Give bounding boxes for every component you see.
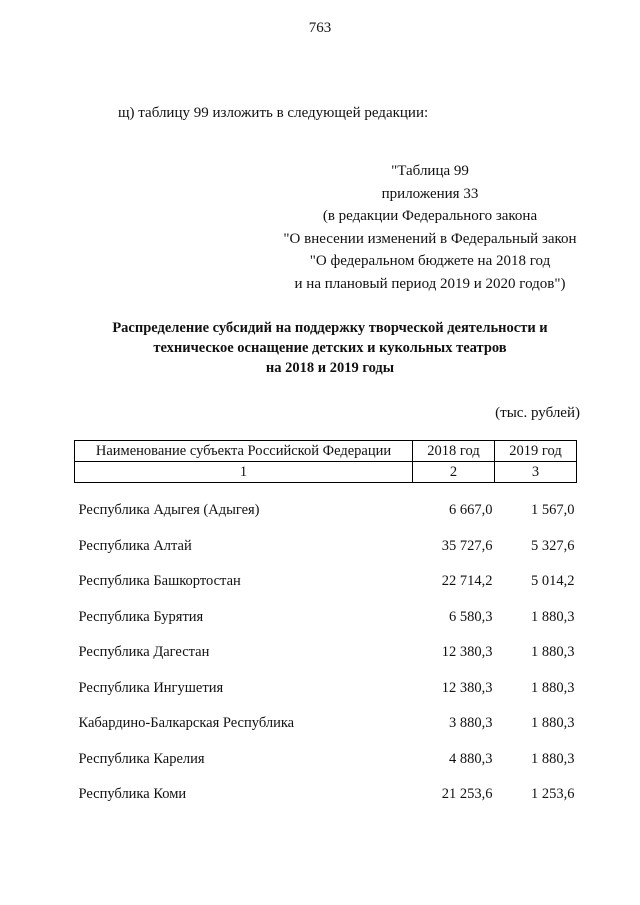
value-2019: 5 014,2	[531, 573, 575, 590]
caption-line: (в редакции Федерального закона	[322, 208, 538, 224]
column-number-row	[75, 462, 577, 483]
caption-line: "О федеральном бюджете на 2018 год	[309, 253, 551, 269]
caption-line: "Таблица 99	[391, 163, 469, 179]
region-name: Республика Бурятия	[78, 608, 204, 625]
column-number: 1	[75, 462, 413, 483]
header-region: Наименование субъекта Российской Федерации	[75, 441, 413, 462]
value-2019: 1 880,3	[531, 715, 575, 732]
value-2018: 35 727,6	[441, 537, 493, 554]
value-2019: 1 880,3	[531, 644, 575, 661]
caption-line: и на плановый период 2019 и 2020 годов")	[294, 275, 566, 292]
value-2019: 1 880,3	[531, 608, 575, 625]
value-2018: 12 380,3	[441, 644, 493, 661]
header-2019: 2019 год	[495, 441, 577, 462]
value-2018: 4 880,3	[449, 750, 493, 767]
table-row	[75, 529, 577, 565]
value-2018: 3 880,3	[449, 715, 493, 732]
value-2018: 12 380,3	[441, 679, 493, 696]
value-2018: 21 253,6	[441, 786, 493, 803]
units-label: (тыс. рублей)	[495, 405, 580, 421]
table-caption	[280, 160, 580, 295]
value-2019: 1 880,3	[531, 679, 575, 696]
table-header-row	[75, 441, 577, 462]
page-number: 763	[308, 20, 332, 36]
table-row	[75, 706, 577, 742]
table-row	[75, 671, 577, 707]
value-2019: 1 567,0	[531, 502, 575, 519]
table-row	[75, 777, 577, 813]
table-row	[75, 600, 577, 636]
caption-line: приложения 33	[381, 185, 479, 202]
column-number: 3	[495, 462, 577, 483]
heading-line: техническое оснащение детских и кукольных театров	[153, 340, 507, 356]
intro-text: щ) таблицу 99 изложить в следующей редакции:	[118, 105, 429, 121]
region-name: Республика Алтай	[78, 537, 192, 554]
table-row	[75, 635, 577, 671]
table-row	[75, 493, 577, 529]
region-name: Республика Дагестан	[78, 644, 210, 661]
value-2019: 5 327,6	[531, 537, 575, 554]
subsidies-table	[74, 440, 577, 813]
region-name: Республика Карелия	[78, 750, 205, 767]
header-2018: 2018 год	[413, 441, 495, 462]
caption-line: "О внесении изменений в Федеральный закон	[283, 230, 577, 247]
region-name: Республика Башкортостан	[78, 573, 241, 590]
heading-line: Распределение субсидий на поддержку творческой деятельности и	[112, 320, 548, 336]
value-2018: 6 580,3	[449, 608, 493, 625]
value-2019: 1 253,6	[531, 786, 575, 803]
value-2018: 6 667,0	[449, 502, 493, 519]
region-name: Республика Коми	[78, 786, 187, 803]
region-name: Республика Адыгея (Адыгея)	[78, 502, 260, 519]
document-heading	[60, 318, 600, 378]
region-name: Республика Ингушетия	[78, 679, 224, 696]
heading-line: на 2018 и 2019 годы	[265, 360, 395, 376]
table-row	[75, 564, 577, 600]
value-2019: 1 880,3	[531, 750, 575, 767]
table-row	[75, 742, 577, 778]
value-2018: 22 714,2	[441, 573, 493, 590]
region-name: Кабардино-Балкарская Республика	[78, 715, 295, 732]
column-number: 2	[413, 462, 495, 483]
